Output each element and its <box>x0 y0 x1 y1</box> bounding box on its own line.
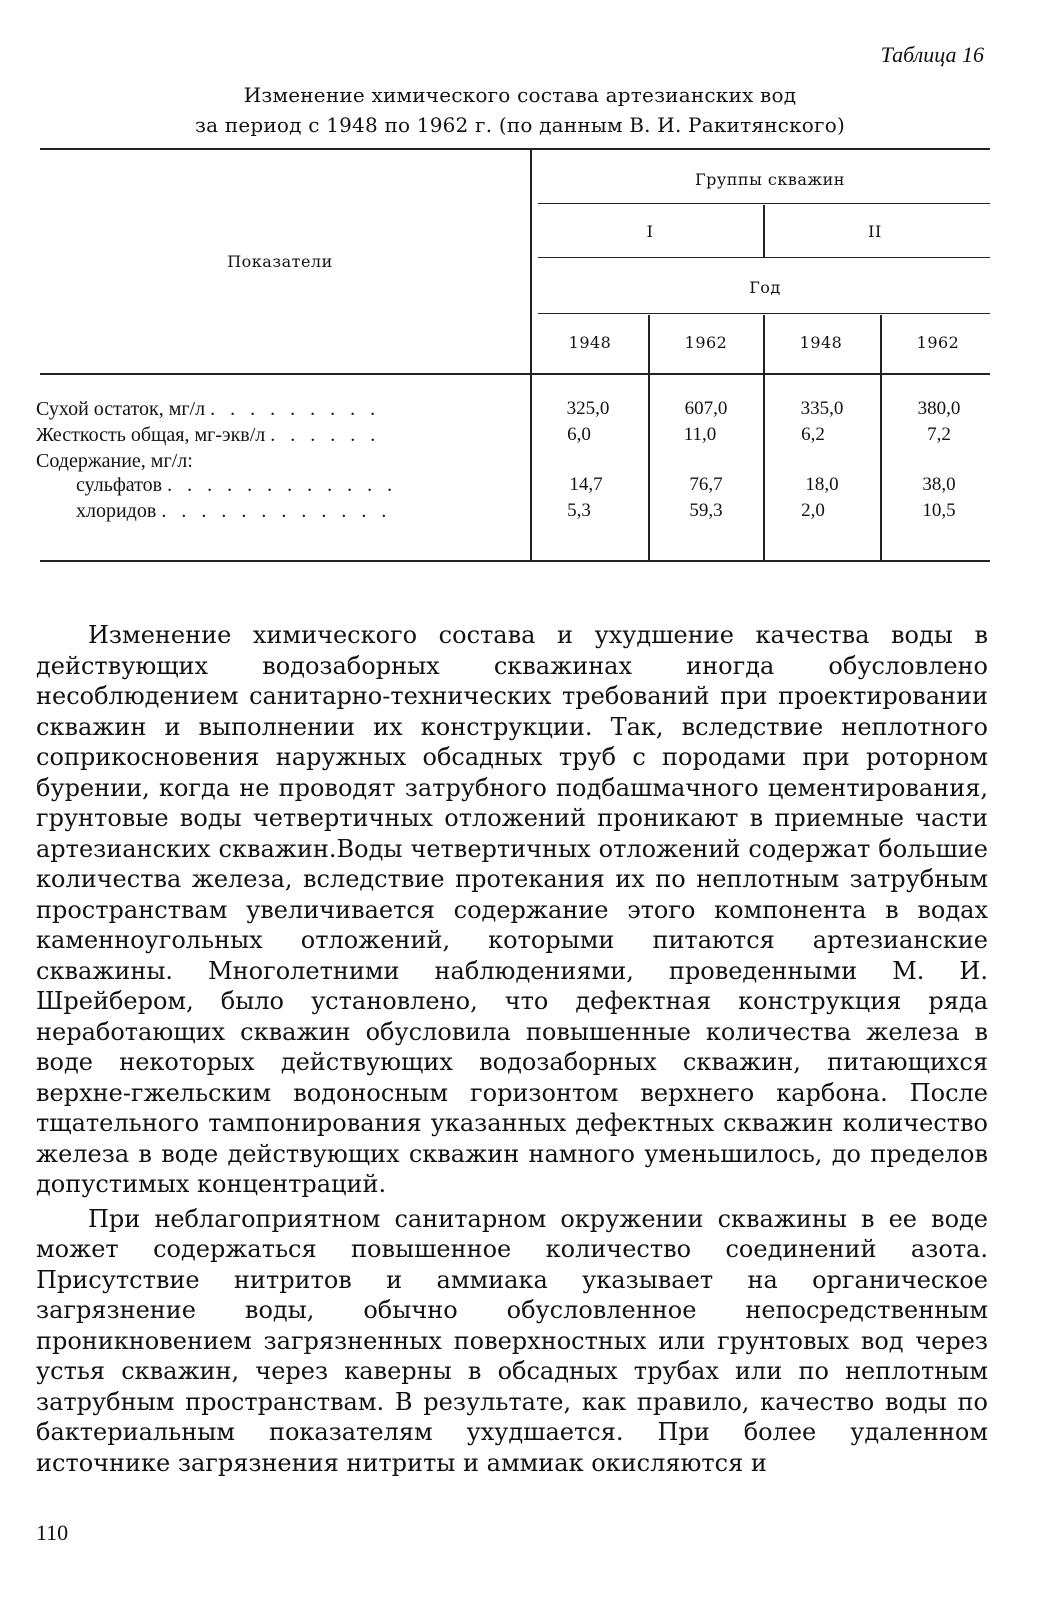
page-number: 110 <box>36 1520 69 1545</box>
table-cell: 2,0 <box>801 500 825 521</box>
paragraph: Изменение химического состава и ухудшение качества воды в действующих водозаборных скважинах иногда обусловлено несоблюдением санитарно-технических требований при проектировании скважин и выполнении их конструкции. Так, вследствие неплотного соприкосновения наружных обсадных труб с породами при роторном бурении, когда не проводят затрубного подбашмачного цементирования, грунтовые воды четвертичных отложений проникают в приемные части артезианских скважин.Воды четвертичных отложений содержат большие количества железа, вследствие протекания их по неплотным затрубным пространствам увеличивается содержание этого компонента в водах каменноугольных отложений, которыми питаются артезианские скважины. Многолетними наблюдениями, проведенными М. И. Шрейбером, было установлено, что дефектная конструкция ряда неработающих скважин обусловила повышенные количества железа в воде некоторых действующих водозаборных скважин, питающихся верхне-гжельским водоносным горизонтом верхнего карбона. После тщательного тампонирования указанных дефектных скважин количество железа в воде действующих скважин намного уменьшилось, до пределов допустимых концентраций. <box>36 621 988 1198</box>
header-year-2: 1962 <box>684 333 728 352</box>
table-cell: 325,0 <box>566 398 610 419</box>
table-number-label: Таблица 16 <box>880 42 984 67</box>
caption-line-1: Изменение химического состава артезианских вод <box>243 83 797 107</box>
row-label-chlorides: хлоридов . . . . . . . . . . . . <box>76 500 392 522</box>
table-cell: 18,0 <box>805 474 839 495</box>
header-year-3: 1948 <box>799 333 843 352</box>
row-label-dry-residue: Сухой остаток, мг/л . . . . . . . . . <box>36 398 381 420</box>
body-text <box>36 620 988 1478</box>
table-cell: 11,0 <box>683 424 717 445</box>
header-year-4: 1962 <box>916 333 960 352</box>
table-cell: 10,5 <box>922 500 956 521</box>
row-label-content: Содержание, мг/л: <box>36 450 193 472</box>
header-bottom-rule <box>40 373 990 375</box>
table-cell: 335,0 <box>800 398 844 419</box>
table-cell: 6,0 <box>567 424 591 445</box>
year-divider-3 <box>880 315 882 560</box>
groups-rule <box>538 203 990 204</box>
caption-line-2: за период с 1948 по 1962 г. (по данным В. И. Ракитянского) <box>195 113 845 137</box>
table-cell: 76,7 <box>689 474 723 495</box>
header-year: Год <box>749 278 781 297</box>
table-top-rule <box>40 148 990 150</box>
table-bottom-rule <box>40 560 990 562</box>
header-groups: Группы скважин <box>695 170 845 189</box>
year-values-rule <box>538 313 990 314</box>
header-indicators: Показатели <box>227 252 333 271</box>
paragraph: При неблагоприятном санитарном окружении скважины в ее воде может содержаться повышенное количество соединений азота. Присутствие нитритов и аммиака указывает на органическое загрязнение воды, обычно обусловленное непосредственным проникновением загрязненных поверхностных или грунтовых вод через устья скважин, через каверны в обсадных трубах или по неплотным затрубным пространствам. В результате, как правило, качество воды по бактериальным показателям ухудшается. При более удаленном источнике загрязнения нитриты и аммиак окисляются и <box>36 1204 988 1477</box>
header-group-2: II <box>868 222 882 241</box>
table-cell: 6,2 <box>801 424 825 445</box>
row-label-sulfates: сульфатов . . . . . . . . . . . . <box>76 474 398 496</box>
groups-divider <box>763 205 765 257</box>
header-year-1: 1948 <box>568 333 612 352</box>
table-cell: 14,7 <box>569 474 603 495</box>
table-cell: 380,0 <box>917 398 961 419</box>
table-cell: 607,0 <box>684 398 728 419</box>
table-caption <box>40 80 1000 140</box>
year-rule <box>538 257 990 258</box>
indicators-column-divider <box>530 150 532 560</box>
table-cell: 5,3 <box>567 500 591 521</box>
row-label-hardness: Жесткость общая, мг-экв/л . . . . . . <box>36 424 381 446</box>
header-group-1: I <box>646 222 654 241</box>
table-cell: 59,3 <box>689 500 723 521</box>
table-cell: 38,0 <box>922 474 956 495</box>
table-cell: 7,2 <box>927 424 951 445</box>
